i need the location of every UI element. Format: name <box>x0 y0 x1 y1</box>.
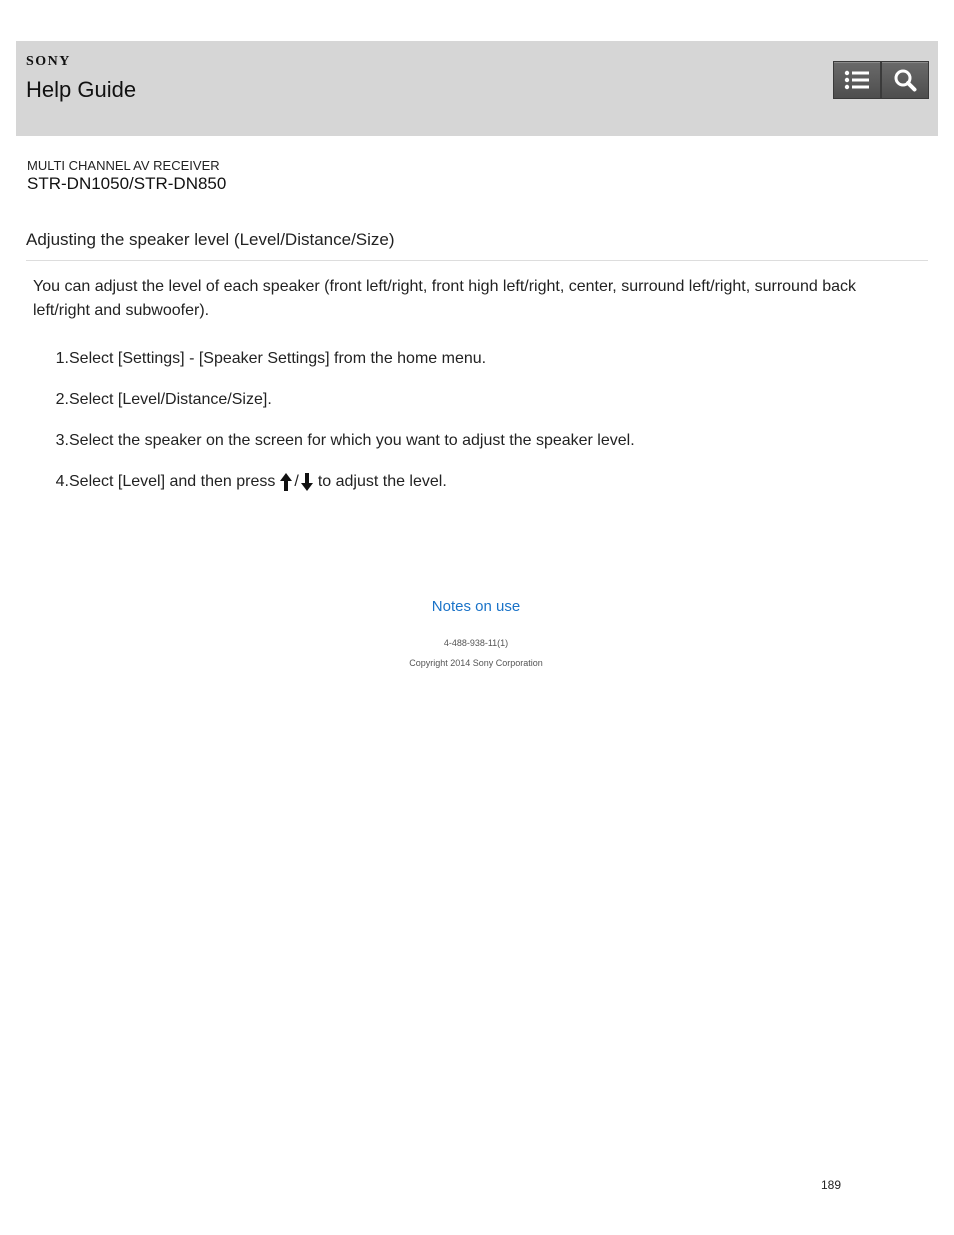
document-code: 4-488-938-11(1) <box>443 638 509 648</box>
step-number: 3. <box>55 432 69 449</box>
step-text-before: Select [Level] and then press <box>69 473 276 490</box>
arrow-down-icon <box>301 473 313 491</box>
step-text <box>69 471 447 493</box>
step-text: Select [Level/Distance/Size]. <box>69 391 272 408</box>
step-item <box>33 471 913 512</box>
arrow-up-icon <box>280 473 292 491</box>
step-item <box>33 389 913 430</box>
step-number: 4. <box>55 473 69 490</box>
notes-on-use-link[interactable]: Notes on use <box>431 598 521 615</box>
header-bar <box>16 41 938 136</box>
search-button[interactable] <box>881 61 929 99</box>
product-model: STR-DN1050/STR-DN850 <box>27 174 227 193</box>
step-number: 1. <box>55 350 69 367</box>
guide-title: Help Guide <box>26 77 137 102</box>
list-icon <box>844 69 870 91</box>
step-text-after: to adjust the level. <box>317 473 447 490</box>
search-icon <box>893 68 917 92</box>
topic-title: Adjusting the speaker level (Level/Distance/Size) <box>26 230 395 249</box>
arrow-separator: / <box>294 473 299 490</box>
intro-paragraph: You can adjust the level of each speaker (front left/right, front high left/right, center, surround left/right, surround back left/right and subwoofer). <box>33 278 856 319</box>
page-number: 189 <box>821 1178 842 1192</box>
steps-list <box>33 348 913 512</box>
step-text: Select the speaker on the screen for which you want to adjust the speaker level. <box>69 432 635 449</box>
step-number: 2. <box>55 391 69 408</box>
toc-button[interactable] <box>833 61 881 99</box>
copyright-text: Copyright 2014 Sony Corporation <box>409 658 543 668</box>
product-category: MULTI CHANNEL AV RECEIVER <box>27 158 220 173</box>
title-divider <box>26 260 928 261</box>
step-text: Select [Settings] - [Speaker Settings] from the home menu. <box>69 350 487 367</box>
step-item <box>33 430 913 471</box>
sony-logo: SONY <box>26 54 71 69</box>
step-item <box>33 348 913 389</box>
